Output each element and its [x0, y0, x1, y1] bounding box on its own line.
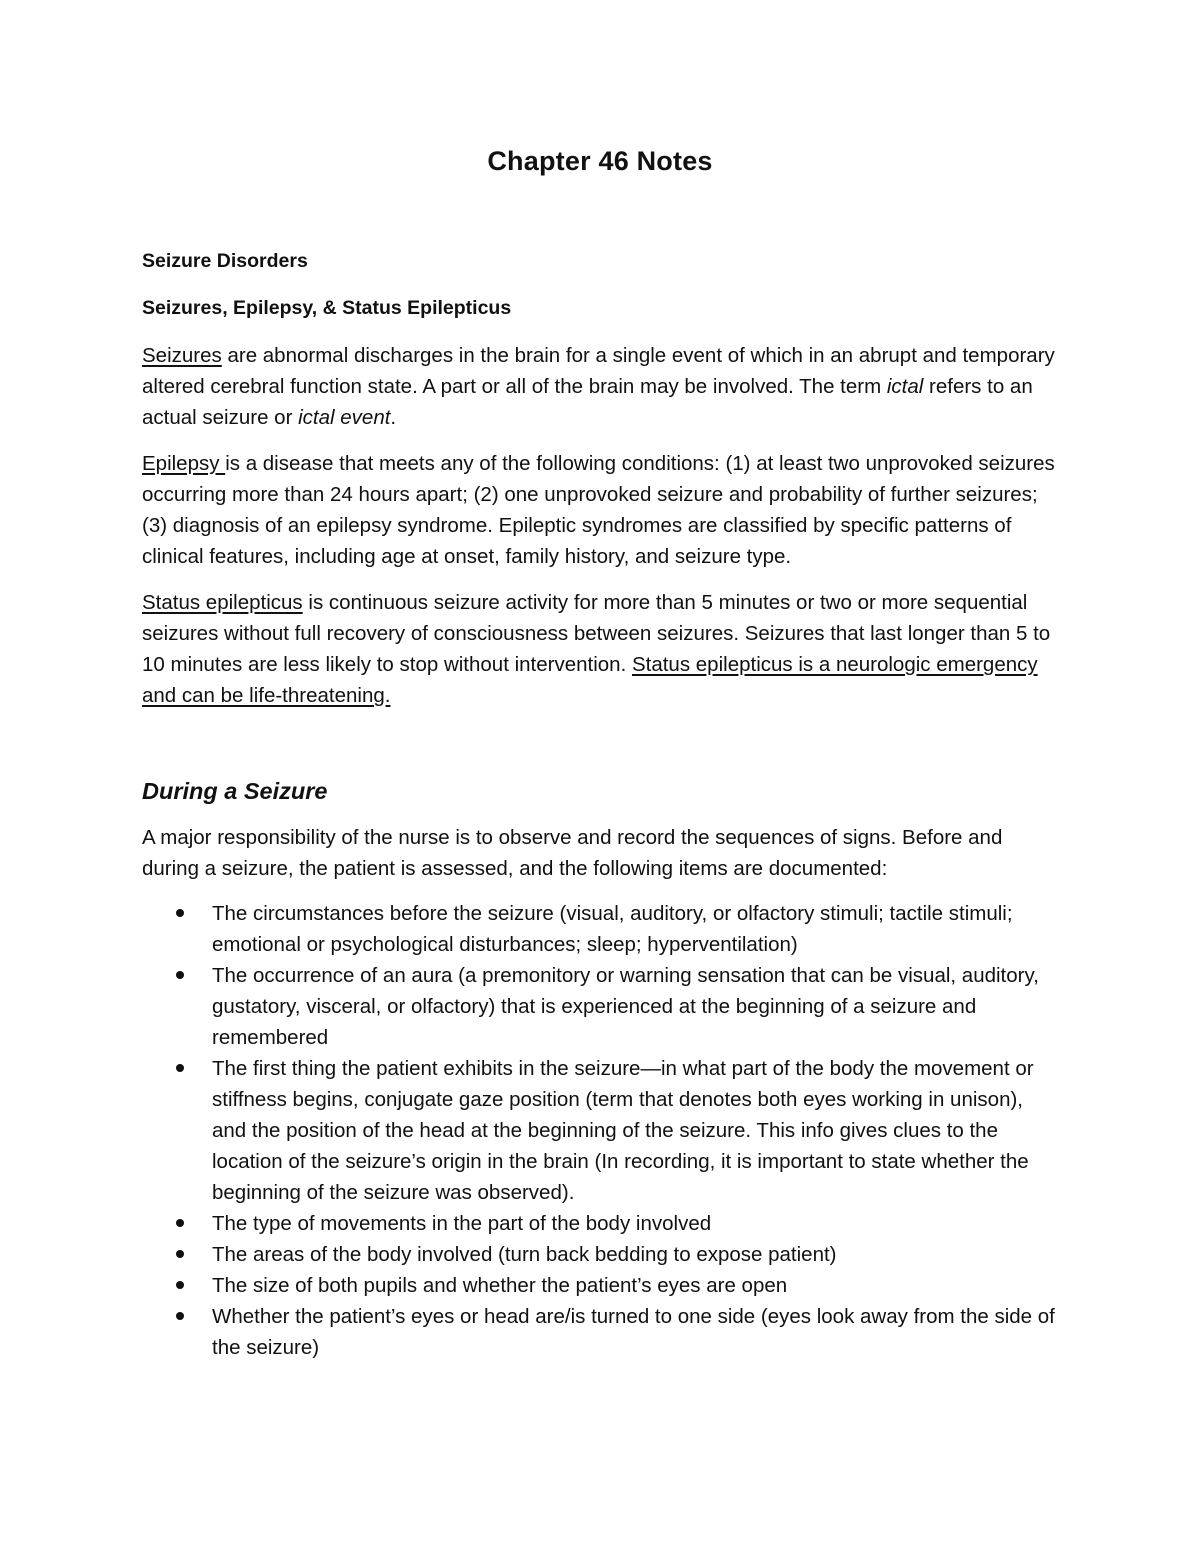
bullet-icon [176, 1219, 184, 1227]
paragraph-seizures [142, 340, 1062, 433]
term-epilepsy: Epilepsy [142, 452, 226, 475]
page-title: Chapter 46 Notes [487, 146, 713, 176]
text-seizures-a: are abnormal discharges in the brain for a single event of which in an abrupt and temporary altered cerebral function state. A part or all of the brain may be involved. The term [142, 344, 1055, 398]
list-item: The areas of the body involved (turn back bedding to expose patient) [212, 1239, 1062, 1270]
heading-seizures-epilepsy-status: Seizures, Epilepsy, & Status Epilepticus [142, 297, 512, 319]
bullet-icon [176, 1064, 184, 1072]
paragraph-during-intro: A major responsibility of the nurse is to observe and record the sequences of signs. Before and during a seizure, the patient is assessed, and the following items are documented: [142, 826, 1003, 880]
paragraph-epilepsy [142, 448, 1062, 572]
text-seizures-b: refers to an actual seizure or [142, 375, 1033, 429]
list-item: Whether the patient’s eyes or head are/is turned to one side (eyes look away from the side of the seizure) [212, 1301, 1062, 1363]
heading-during-a-seizure: During a Seizure [142, 778, 328, 804]
text-seizures-c: . [390, 406, 397, 429]
term-ictal: ictal [886, 375, 924, 398]
bullet-icon [176, 1281, 184, 1289]
text-status-epilepticus: is continuous seizure activity for more than 5 minutes or two or more sequential seizures without full recovery of consciousness between seizures. Seizures that last longer than 5 to 10 minutes are less likely to stop without intervention. [142, 591, 1051, 676]
paragraph-status-epilepticus [142, 587, 1062, 711]
list-item: The occurrence of an aura (a premonitory or warning sensation that can be visual, auditory, gustatory, visceral, or olfactory) that is experienced at the beginning of a seizure and remembered [212, 960, 1062, 1053]
heading-seizure-disorders: Seizure Disorders [142, 250, 308, 272]
documentation-list [142, 898, 1062, 1363]
term-ictal-event: ictal event [298, 406, 391, 429]
list-item: The size of both pupils and whether the patient’s eyes are open [212, 1270, 1062, 1301]
bullet-icon [176, 909, 184, 917]
emphasis-status-emergency: Status epilepticus is a neurologic emergency and can be life-threatening. [142, 653, 1038, 707]
list-item: The type of movements in the part of the body involved [212, 1208, 1062, 1239]
text-epilepsy: is a disease that meets any of the following conditions: (1) at least two unprovoked seizures occurring more than 24 hours apart; (2) one unprovoked seizure and probability of further seizures; (3) diagnosis of an epilepsy syndrome. Epileptic syndromes are classified by specific patterns of clinical features, including age at onset, family history, and seizure type. [142, 452, 1055, 568]
bullet-icon [176, 1250, 184, 1258]
bullet-icon [176, 1312, 184, 1320]
term-seizures: Seizures [142, 344, 222, 367]
list-item: The first thing the patient exhibits in the seizure—in what part of the body the movement or stiffness begins, conjugate gaze position (term that denotes both eyes working in unison), and the position of the head at the beginning of the seizure. This info gives clues to the location of the seizure’s origin in the brain (In recording, it is important to state whether the beginning of the seizure was observed). [212, 1053, 1062, 1208]
list-item: The circumstances before the seizure (visual, auditory, or olfactory stimuli; tactile stimuli; emotional or psychological disturbances; sleep; hyperventilation) [212, 898, 1062, 960]
document-body [142, 246, 1062, 1363]
bullet-icon [176, 971, 184, 979]
term-status-epilepticus: Status epilepticus [142, 591, 303, 614]
